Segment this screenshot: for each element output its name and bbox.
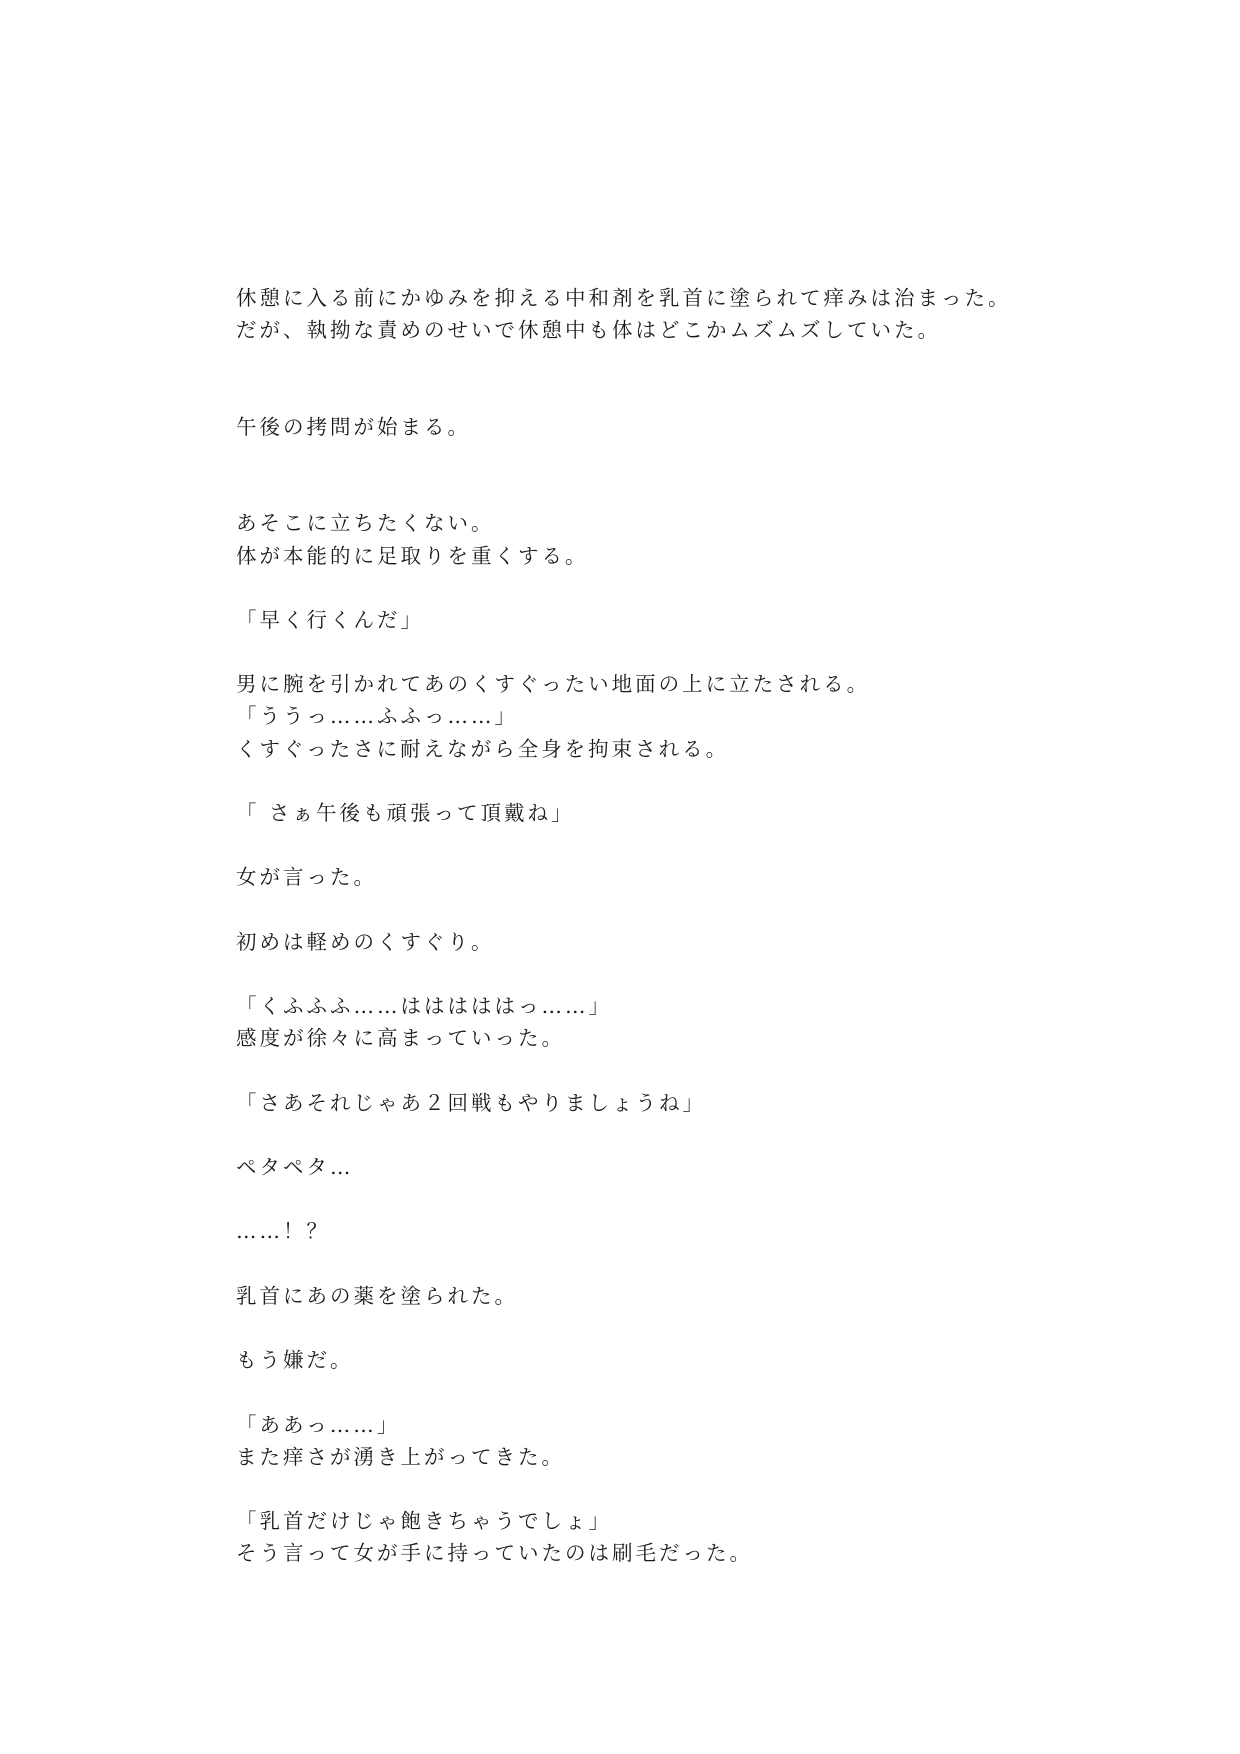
text-line: ……！？ [236,1219,330,1244]
blank-line [236,765,1056,797]
blank-line [236,443,1056,475]
text-line: 男に腕を引かれてあのくすぐったい地面の上に立たされる。 [236,672,871,697]
body-text [236,282,1056,1570]
dialogue-line: 「乳首だけじゃ飽きちゃうでしょ」 [236,1509,612,1534]
blank-line [236,829,1056,861]
blank-line [236,636,1056,668]
text-line: そう言って女が手に持っていたのは刷毛だった。 [236,1541,753,1566]
blank-line [236,1055,1056,1087]
text-line: あそこに立ちたくない。 [236,511,495,536]
blank-line [236,475,1056,507]
blank-line [236,572,1056,604]
blank-line [236,1312,1056,1344]
blank-line [236,346,1056,378]
text-line: だが、執拗な責めのせいで休憩中も体はどこかムズムズしていた。 [236,318,941,343]
text-line: 体が本能的に足取りを重くする。 [236,543,589,568]
blank-line [236,1376,1056,1408]
dialogue-line: 「早く行くんだ」 [236,607,424,632]
blank-line [236,1248,1056,1280]
text-line: くすぐったさに耐えながら全身を拘束される。 [236,736,730,761]
dialogue-line: 「ううっ……ふふっ……」 [236,704,518,729]
text-line: 午後の拷問が始まる。 [236,414,471,439]
text-line: 乳首にあの薬を塗られた。 [236,1283,518,1308]
text-line: 女が言った。 [236,865,377,890]
blank-line [236,1183,1056,1215]
dialogue-line: 「ああっ……」 [236,1412,401,1437]
dialogue-line: 「くふふふ……はははははっ……」 [236,994,612,1019]
dialogue-line: 「 さぁ午後も頑張って頂戴ね」 [236,801,575,825]
text-line: ペタペタ… [236,1155,354,1180]
blank-line [236,1473,1056,1505]
blank-line [236,958,1056,990]
blank-line [236,379,1056,411]
text-line: 初めは軽めのくすぐり。 [236,929,495,954]
blank-line [236,1119,1056,1151]
text-line: 休憩に入る前にかゆみを抑える中和剤を乳首に塗られて痒みは治まった。 [236,286,1012,310]
text-line: 感度が徐々に高まっていった。 [236,1026,565,1051]
dialogue-line: 「さあそれじゃあ２回戦もやりましょうね」 [236,1090,706,1115]
text-line: また痒さが湧き上がってきた。 [236,1444,565,1469]
text-line: もう嫌だ。 [236,1348,354,1373]
blank-line [236,894,1056,926]
